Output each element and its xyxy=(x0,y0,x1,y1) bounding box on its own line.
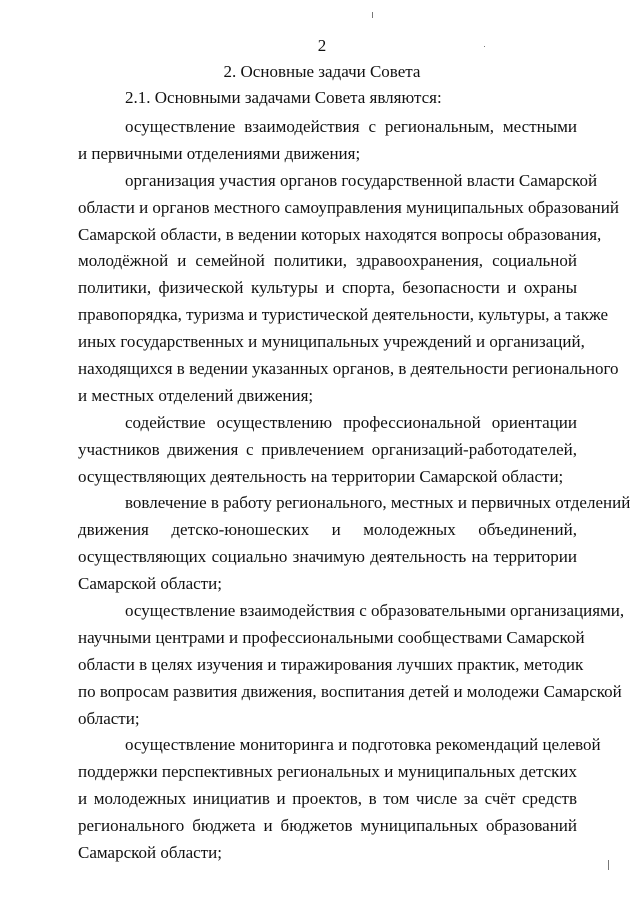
text-line: области; xyxy=(78,708,140,728)
text-line: Самарской области; xyxy=(78,843,222,863)
text-line: осуществляющих социально значимую деятельность на территории xyxy=(78,547,577,567)
text-line: находящихся в ведении указанных органов, в деятельности регионального xyxy=(78,359,619,379)
section-heading: 2. Основные задачи Совета xyxy=(223,62,421,81)
scan-speck xyxy=(608,860,609,870)
text-line: политики, физической культуры и спорта, безопасности и охраны xyxy=(78,278,577,298)
text-line: научными центрами и профессиональными сообществами Самарской xyxy=(78,627,585,647)
text-line: движения детско-юношеских и молодежных объединений, xyxy=(78,520,577,540)
lead-sentence: 2.1. Основными задачами Совета являются: xyxy=(125,88,442,107)
paragraph xyxy=(78,490,631,598)
scan-speck xyxy=(484,46,485,47)
paragraph xyxy=(78,410,577,491)
text-line: осуществление взаимодействия с региональным, местными xyxy=(125,117,577,136)
paragraph xyxy=(78,168,619,410)
text-line: и местных отделений движения; xyxy=(78,385,314,405)
paragraph xyxy=(78,114,577,168)
text-line: содействие осуществлению профессиональной ориентации xyxy=(125,412,577,432)
text-line: поддержки перспективных региональных и муниципальных детских xyxy=(78,762,577,782)
text-line: иных государственных и муниципальных учреждений и организаций, xyxy=(78,332,585,352)
text-line: правопорядка, туризма и туристической деятельности, культуры, а также xyxy=(78,305,609,325)
text-line: организация участия органов государственной власти Самарской xyxy=(125,170,598,190)
text-line: осуществляющих деятельность на территории Самарской области; xyxy=(78,466,564,486)
text-line: регионального бюджета и бюджетов муниципальных образований xyxy=(78,816,577,836)
text-line: по вопросам развития движения, воспитания детей и молодежи Самарской xyxy=(78,681,622,701)
text-line: Самарской области, в ведении которых находятся вопросы образования, xyxy=(78,224,602,244)
text-line: области в целях изучения и тиражирования лучших практик, методик xyxy=(78,654,584,674)
text-line: молодёжной и семейной политики, здравоохранения, социальной xyxy=(78,251,577,271)
scan-speck xyxy=(372,12,373,18)
text-line: вовлечение в работу регионального, местных и первичных отделений xyxy=(125,493,631,513)
text-line: участников движения с привлечением организаций-работодателей, xyxy=(78,439,577,459)
text-line: Самарской области; xyxy=(78,574,222,594)
text-line: осуществление мониторинга и подготовка рекомендаций целевой xyxy=(125,735,601,755)
text-line: осуществление взаимодействия с образовательными организациями, xyxy=(125,601,625,621)
text-line: области и органов местного самоуправления муниципальных образований xyxy=(78,197,619,217)
document-body xyxy=(78,114,631,867)
paragraph xyxy=(78,598,625,732)
text-line: и молодежных инициатив и проектов, в том числе за счёт средств xyxy=(78,789,577,809)
text-line: и первичными отделениями движения; xyxy=(78,143,361,163)
page-number: 2 xyxy=(317,36,327,55)
paragraph xyxy=(78,732,601,866)
